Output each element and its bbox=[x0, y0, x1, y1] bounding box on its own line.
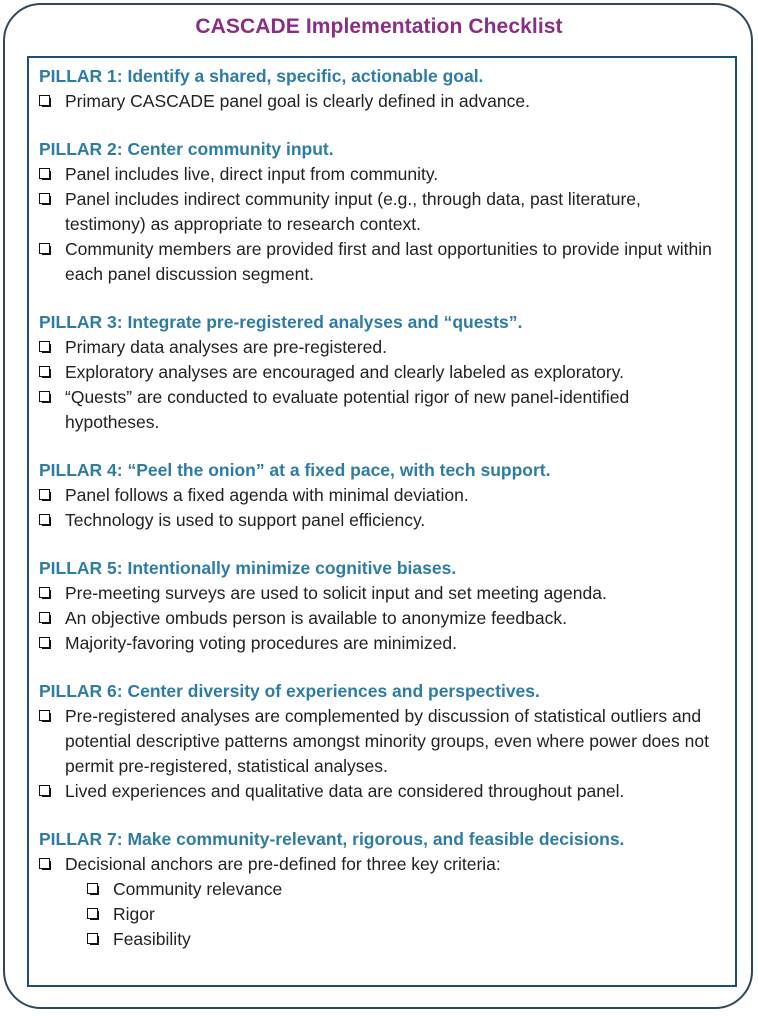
checkbox-icon[interactable] bbox=[87, 883, 98, 894]
checklist-item bbox=[39, 704, 735, 779]
checklist-item-text: Lived experiences and qualitative data are considered throughout panel. bbox=[65, 781, 625, 801]
pillar-heading: PILLAR 4: “Peel the onion” at a fixed pace, with tech support. bbox=[39, 460, 551, 480]
checklist-item bbox=[39, 508, 735, 533]
checklist-item-text: Primary CASCADE panel goal is clearly defined in advance. bbox=[65, 91, 530, 111]
checkbox-icon[interactable] bbox=[39, 391, 50, 402]
checkbox-icon[interactable] bbox=[39, 95, 50, 106]
checkbox-icon[interactable] bbox=[39, 858, 50, 869]
pillar-heading: PILLAR 1: Identify a shared, specific, actionable goal. bbox=[39, 66, 484, 86]
pillar-2 bbox=[39, 137, 735, 287]
checklist-subitem-text: Feasibility bbox=[113, 929, 191, 949]
checklist-item bbox=[39, 187, 735, 237]
checklist-item-text: Panel includes indirect community input (e.g., through data, past literature, testimony) as appropriate to research context. bbox=[65, 189, 641, 234]
checkbox-icon[interactable] bbox=[39, 193, 50, 204]
checklist-item-text: Primary data analyses are pre-registered. bbox=[65, 337, 387, 357]
checkbox-icon[interactable] bbox=[39, 243, 50, 254]
page-title: CASCADE Implementation Checklist bbox=[195, 15, 563, 38]
checklist-subitem bbox=[39, 877, 735, 902]
checklist-item-text: Decisional anchors are pre-defined for three key criteria: bbox=[65, 854, 501, 874]
pillar-7 bbox=[39, 827, 735, 952]
checklist-item bbox=[39, 89, 735, 114]
checklist-item bbox=[39, 237, 735, 287]
pillar-heading: PILLAR 5: Intentionally minimize cognitive biases. bbox=[39, 558, 457, 578]
pillar-3 bbox=[39, 310, 735, 435]
checkbox-icon[interactable] bbox=[39, 587, 50, 598]
checklist-item bbox=[39, 360, 735, 385]
checklist-item bbox=[39, 483, 735, 508]
checklist-item bbox=[39, 606, 735, 631]
checkbox-icon[interactable] bbox=[39, 366, 50, 377]
checklist-item-text: Majority-favoring voting procedures are minimized. bbox=[65, 633, 457, 653]
checkbox-icon[interactable] bbox=[39, 489, 50, 500]
checklist-item-text: Community members are provided first and last opportunities to provide input within each panel discussion segment. bbox=[65, 239, 712, 284]
pillar-heading: PILLAR 6: Center diversity of experiences and perspectives. bbox=[39, 681, 540, 701]
checklist-item-text: “Quests” are conducted to evaluate potential rigor of new panel-identified hypotheses. bbox=[65, 387, 630, 432]
checklist-item bbox=[39, 779, 735, 804]
pillar-5 bbox=[39, 556, 735, 656]
checklist-item-text: Pre-registered analyses are complemented by discussion of statistical outliers and potential descriptive patterns amongst minority groups, even where power does not permit pre-registered, statistical analyses. bbox=[65, 706, 709, 776]
checkbox-icon[interactable] bbox=[39, 612, 50, 623]
checklist-item-text: Technology is used to support panel efficiency. bbox=[65, 510, 426, 530]
checkbox-icon[interactable] bbox=[39, 710, 50, 721]
checklist-item-text: Pre-meeting surveys are used to solicit input and set meeting agenda. bbox=[65, 583, 607, 603]
pillar-heading: PILLAR 7: Make community-relevant, rigorous, and feasible decisions. bbox=[39, 829, 625, 849]
checklist-item-text: Panel includes live, direct input from community. bbox=[65, 164, 439, 184]
checklist-item bbox=[39, 852, 735, 877]
checklist-item-text: Panel follows a fixed agenda with minimal deviation. bbox=[65, 485, 469, 505]
pillar-4 bbox=[39, 458, 735, 533]
checklist-subitem-text: Community relevance bbox=[113, 879, 283, 899]
checkbox-icon[interactable] bbox=[39, 341, 50, 352]
checklist-item-text: An objective ombuds person is available to anonymize feedback. bbox=[65, 608, 567, 628]
checklist-item bbox=[39, 581, 735, 606]
pillar-heading: PILLAR 3: Integrate pre-registered analyses and “quests”. bbox=[39, 312, 523, 332]
pillar-6 bbox=[39, 679, 735, 804]
checklist-body bbox=[27, 56, 737, 987]
checkbox-icon[interactable] bbox=[39, 637, 50, 648]
checkbox-icon[interactable] bbox=[39, 785, 50, 796]
checklist-item bbox=[39, 385, 735, 435]
pillar-1 bbox=[39, 64, 735, 114]
checklist-item bbox=[39, 335, 735, 360]
checklist-item-text: Exploratory analyses are encouraged and clearly labeled as exploratory. bbox=[65, 362, 625, 382]
checklist-subitem bbox=[39, 927, 735, 952]
checkbox-icon[interactable] bbox=[87, 933, 98, 944]
checklist-item bbox=[39, 631, 735, 656]
checklist-subitem bbox=[39, 902, 735, 927]
pillar-heading: PILLAR 2: Center community input. bbox=[39, 139, 334, 159]
checkbox-icon[interactable] bbox=[39, 168, 50, 179]
checkbox-icon[interactable] bbox=[87, 908, 98, 919]
checkbox-icon[interactable] bbox=[39, 514, 50, 525]
checklist-item bbox=[39, 162, 735, 187]
checklist-subitem-text: Rigor bbox=[113, 904, 155, 924]
